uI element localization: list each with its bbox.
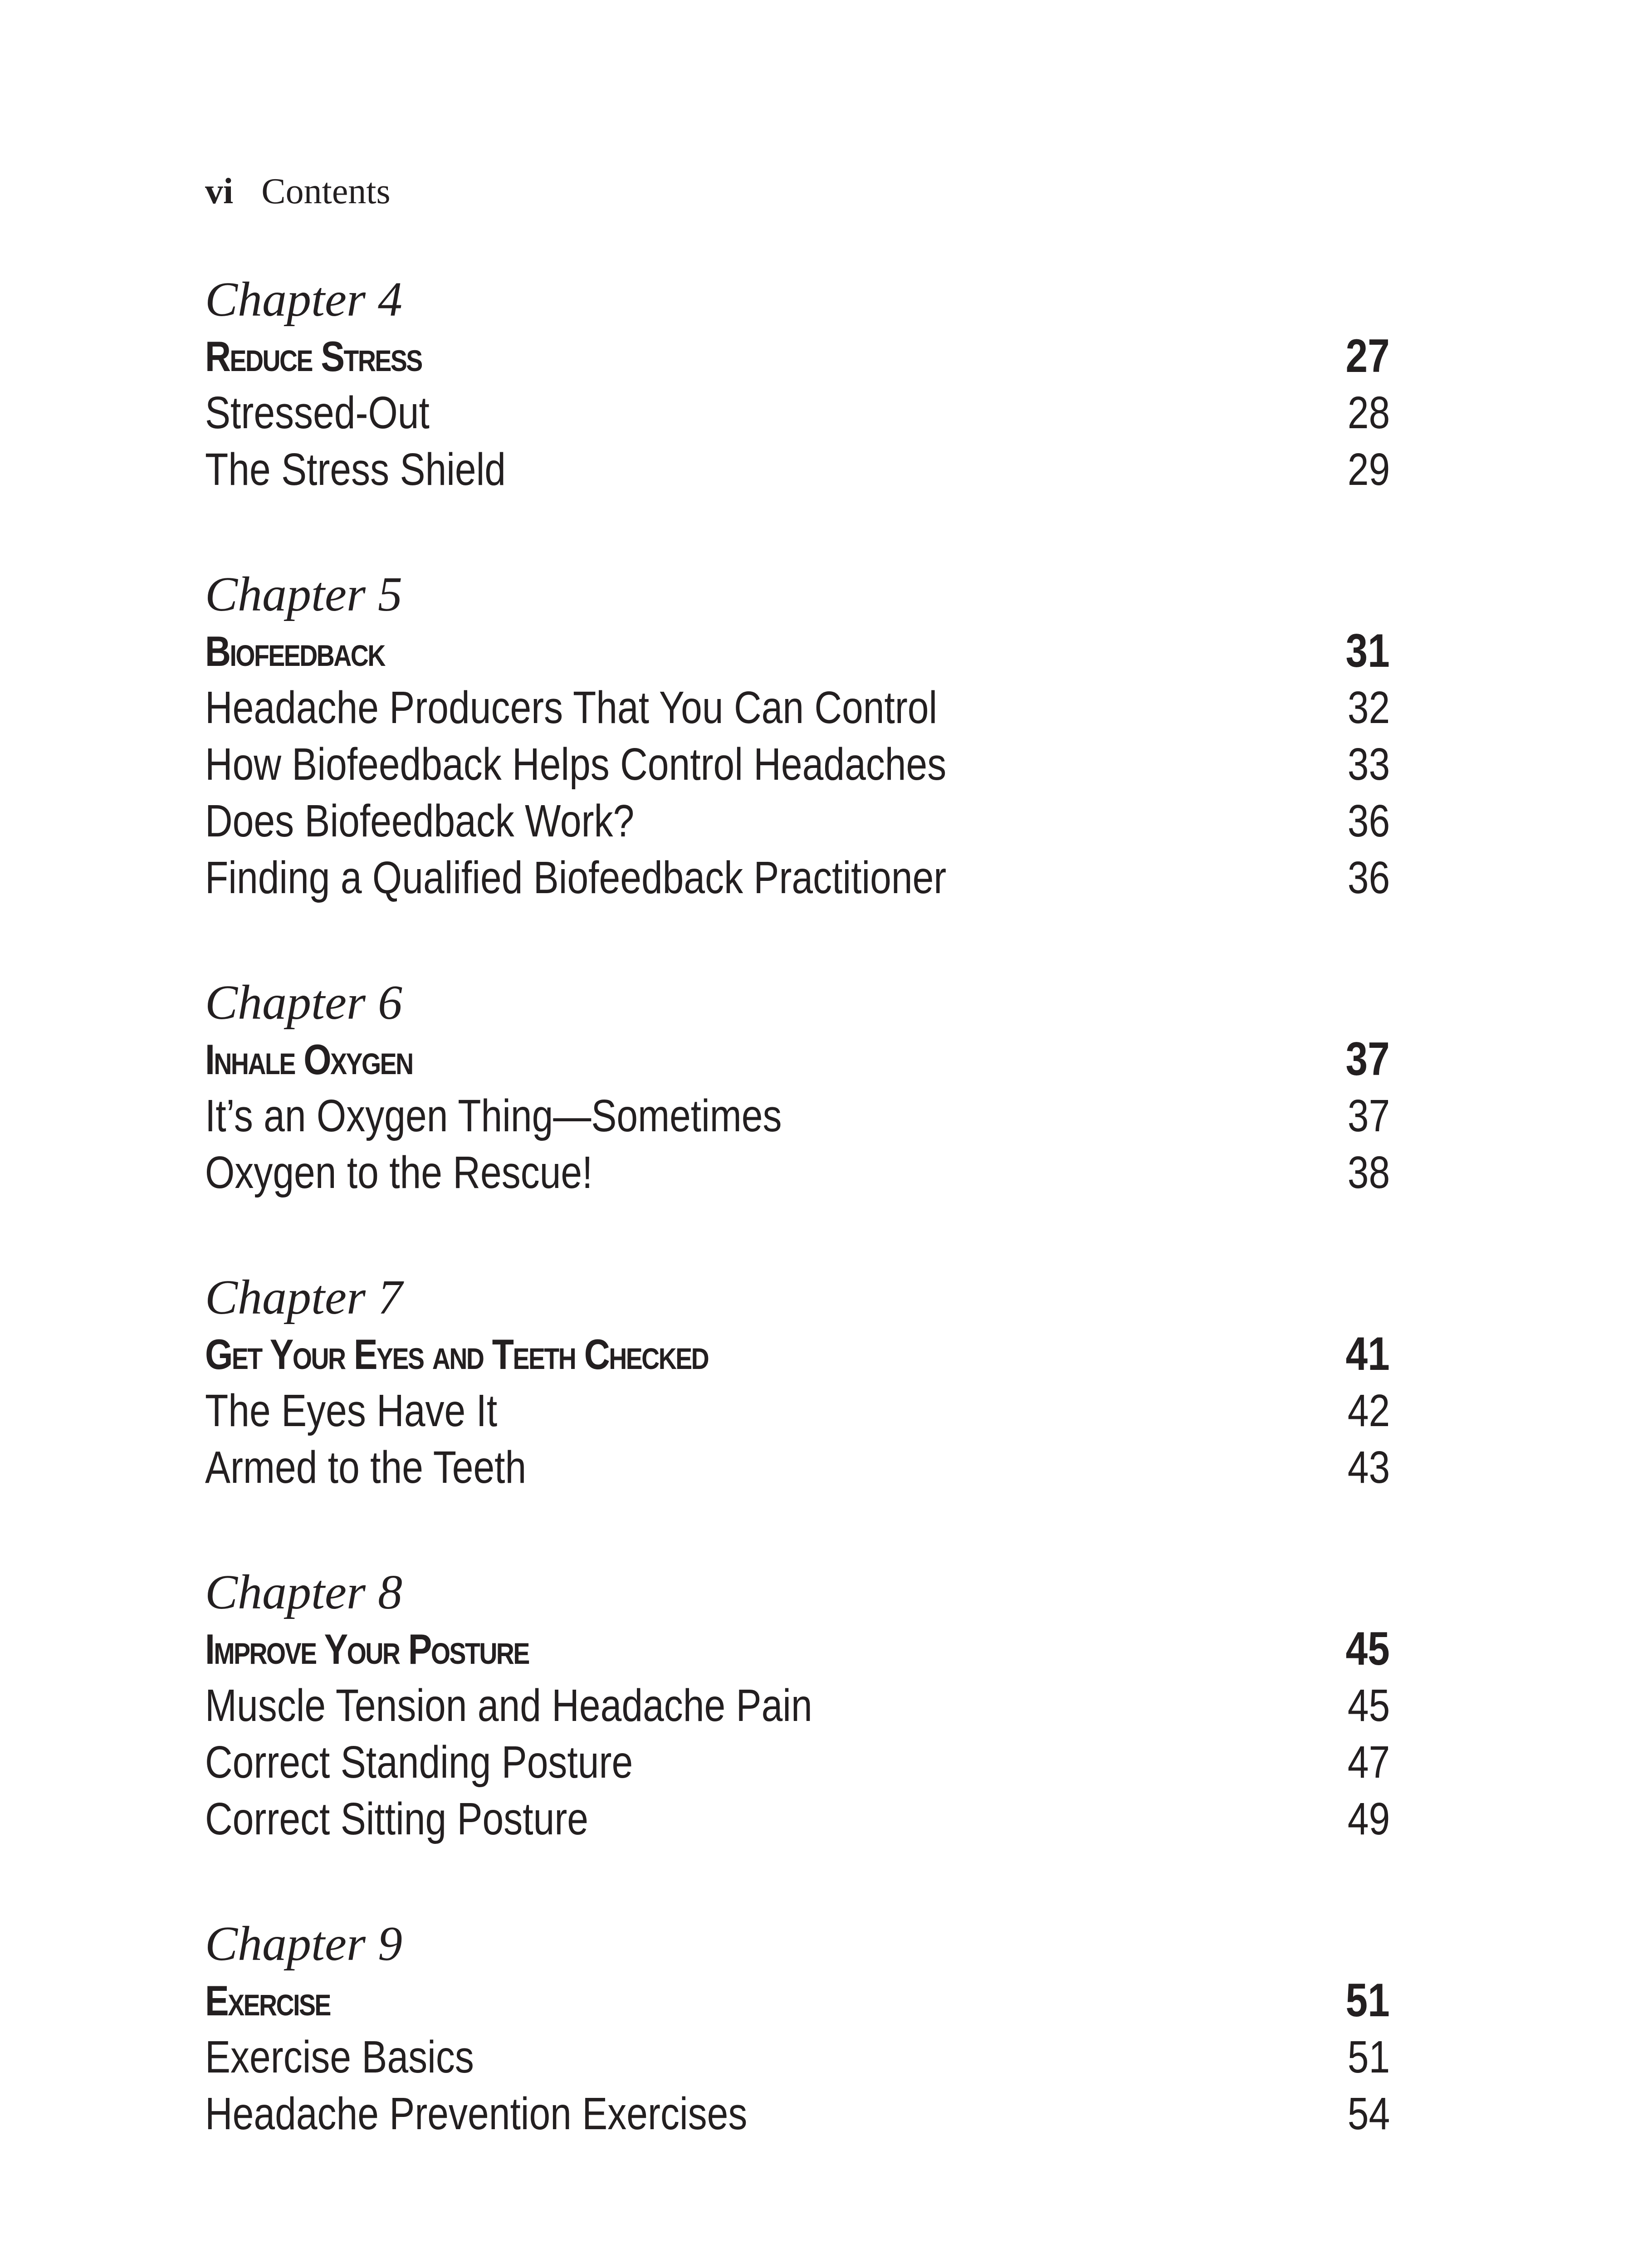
chapter-page-number: 45 [1345, 1623, 1390, 1675]
running-head [205, 169, 391, 214]
section-page-number: 28 [1347, 387, 1390, 438]
section-row[interactable] [205, 1791, 1390, 1848]
chapter-page-number: 31 [1345, 625, 1390, 677]
chapter-title-row[interactable] [205, 1031, 1390, 1088]
section-title: Oxygen to the Rescue! [205, 1147, 593, 1198]
chapter-title-row[interactable] [205, 328, 1390, 385]
toc-chapter [205, 1916, 1390, 2210]
section-row[interactable] [205, 850, 1390, 906]
chapter-label: Chapter 9 [205, 1917, 403, 1971]
chapter-title-row[interactable] [205, 623, 1390, 679]
section-row[interactable] [205, 793, 1390, 850]
chapter-title: Get Your Eyes and Teeth Checked [205, 1330, 709, 1378]
chapter-page-number: 51 [1345, 1974, 1390, 2027]
toc-chapter [205, 974, 1390, 1269]
chapter-label: Chapter 4 [205, 273, 403, 327]
section-page-number: 33 [1347, 739, 1390, 790]
page-folio: vi [205, 171, 234, 211]
toc-chapter [205, 566, 1390, 974]
section-page-number: 47 [1347, 1737, 1390, 1788]
chapter-label: Chapter 8 [205, 1565, 403, 1619]
chapter-title-row[interactable] [205, 1326, 1390, 1383]
section-row[interactable] [205, 2029, 1390, 2086]
section-page-number: 45 [1347, 1680, 1390, 1731]
section-page-number: 36 [1347, 796, 1390, 846]
chapter-title: Inhale Oxygen [205, 1035, 413, 1083]
chapter-label: Chapter 5 [205, 567, 403, 621]
chapter-page-number: 41 [1345, 1328, 1390, 1380]
section-title: Stressed-Out [205, 387, 430, 438]
chapter-title: Improve Your Posture [205, 1625, 529, 1673]
section-page-number: 49 [1347, 1794, 1390, 1844]
section-row[interactable] [205, 441, 1390, 498]
section-title: It’s an Oxygen Thing—Sometimes [205, 1090, 782, 1141]
toc-chapter [205, 1564, 1390, 1916]
section-title: Muscle Tension and Headache Pain [205, 1680, 812, 1731]
section-title: The Stress Shield [205, 444, 506, 495]
section-row[interactable] [205, 1088, 1390, 1144]
section-title: How Biofeedback Helps Control Headaches [205, 739, 947, 790]
running-head-title: Contents [261, 171, 391, 211]
section-title: The Eyes Have It [205, 1385, 498, 1436]
table-of-contents [205, 271, 1390, 2210]
section-row[interactable] [205, 385, 1390, 441]
toc-chapter [205, 1269, 1390, 1564]
toc-chapter [205, 271, 1390, 566]
section-row[interactable] [205, 736, 1390, 793]
section-page-number: 51 [1347, 2032, 1390, 2082]
section-title: Correct Standing Posture [205, 1737, 633, 1788]
section-page-number: 38 [1347, 1147, 1390, 1198]
section-title: Does Biofeedback Work? [205, 796, 635, 846]
section-row[interactable] [205, 1383, 1390, 1439]
chapter-page-number: 27 [1345, 330, 1390, 382]
section-page-number: 37 [1347, 1090, 1390, 1141]
section-title: Correct Sitting Posture [205, 1794, 589, 1844]
section-title: Headache Prevention Exercises [205, 2088, 748, 2139]
section-title: Armed to the Teeth [205, 1442, 527, 1493]
section-row[interactable] [205, 1439, 1390, 1496]
section-row[interactable] [205, 679, 1390, 736]
section-row[interactable] [205, 1734, 1390, 1791]
section-page-number: 42 [1347, 1385, 1390, 1436]
section-title: Finding a Qualified Biofeedback Practitioner [205, 852, 947, 903]
section-row[interactable] [205, 1144, 1390, 1201]
section-page-number: 36 [1347, 852, 1390, 903]
section-title: Headache Producers That You Can Control [205, 682, 938, 733]
section-row[interactable] [205, 1677, 1390, 1734]
section-page-number: 32 [1347, 682, 1390, 733]
chapter-page-number: 37 [1345, 1033, 1390, 1085]
chapter-title: Biofeedback [205, 627, 385, 675]
section-page-number: 43 [1347, 1442, 1390, 1493]
section-page-number: 54 [1347, 2088, 1390, 2139]
section-row[interactable] [205, 2086, 1390, 2142]
section-title: Exercise Basics [205, 2032, 474, 2082]
chapter-label: Chapter 6 [205, 976, 403, 1030]
chapter-title: Exercise [205, 1976, 330, 2024]
chapter-title-row[interactable] [205, 1972, 1390, 2029]
section-page-number: 29 [1347, 444, 1390, 495]
chapter-title-row[interactable] [205, 1621, 1390, 1677]
chapter-title: Reduce Stress [205, 332, 422, 380]
chapter-label: Chapter 7 [205, 1271, 403, 1325]
